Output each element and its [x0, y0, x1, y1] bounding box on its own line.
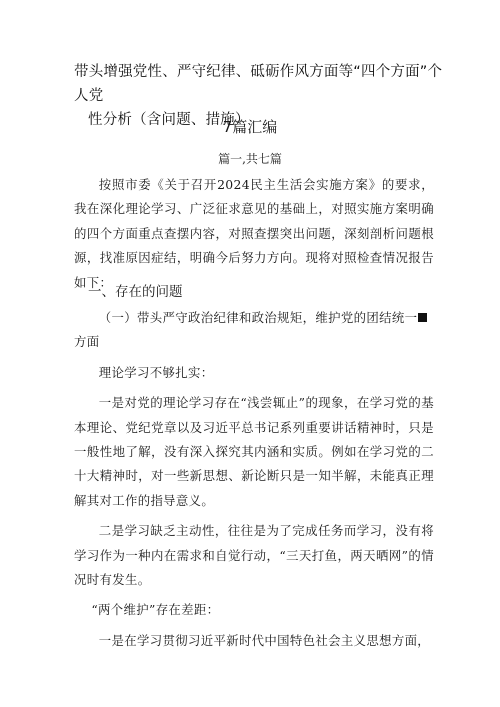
point1-heading: 理论学习不够扎实：	[98, 364, 214, 380]
intro-paragraph: 按照市委《关于召开2024民主生活会实施方案》的要求，我在深化理论学习、广泛征求意见的基础上，对照实施方案明确的四个方面重点查摆内容，对照查摆突出问题，深刻剖析问题根源，找准原因症结，明确今后努力方向。现将对照检查情况报告如下：	[74, 177, 434, 290]
document-subtitle: 7篇汇编	[222, 118, 278, 136]
point2-heading: “两个维护”存在差距：	[91, 602, 220, 618]
title-line-1: 带头增强党性、严守纪律、砥砺作风方面等“四个方面”个人党	[74, 64, 443, 104]
series-label: 篇一,共七篇	[218, 152, 282, 166]
title-line-2: 性分析（含问题、措施）	[88, 112, 250, 128]
subsection-heading	[74, 306, 434, 330]
point2-paragraph-1: 一是在学习贯彻习近平新时代中国特色社会主义思想方面，	[98, 632, 431, 648]
section-heading: 一、存在的问题	[88, 284, 183, 300]
point1-paragraph-1: 一是对党的理论学习存在“浅尝辄止”的现象，在学习党的基本理论、党纪党章以及习近平总书记系列重要讲话精神时，只是一般性地了解，没有深入探究其内涵和实质。例如在学习党的二十大精神时，对一些新思想、新论断只是一知半解，未能真正理解其对工作的指导意义。	[74, 395, 434, 508]
subsection-heading-text: （一）带头严守政治纪律和政治规矩，维护党的团结统一	[98, 310, 418, 325]
subsection-heading-tail: 方面	[74, 334, 100, 350]
point1-paragraph-2: 二是学习缺乏主动性，往往是为了完成任务而学习，没有将学习作为一种内在需求和自觉行动，“三天打鱼，两天晒网”的情况时有发生。	[74, 523, 434, 588]
content-block	[74, 306, 434, 653]
black-square-icon	[418, 313, 427, 322]
intro-block	[74, 173, 434, 295]
